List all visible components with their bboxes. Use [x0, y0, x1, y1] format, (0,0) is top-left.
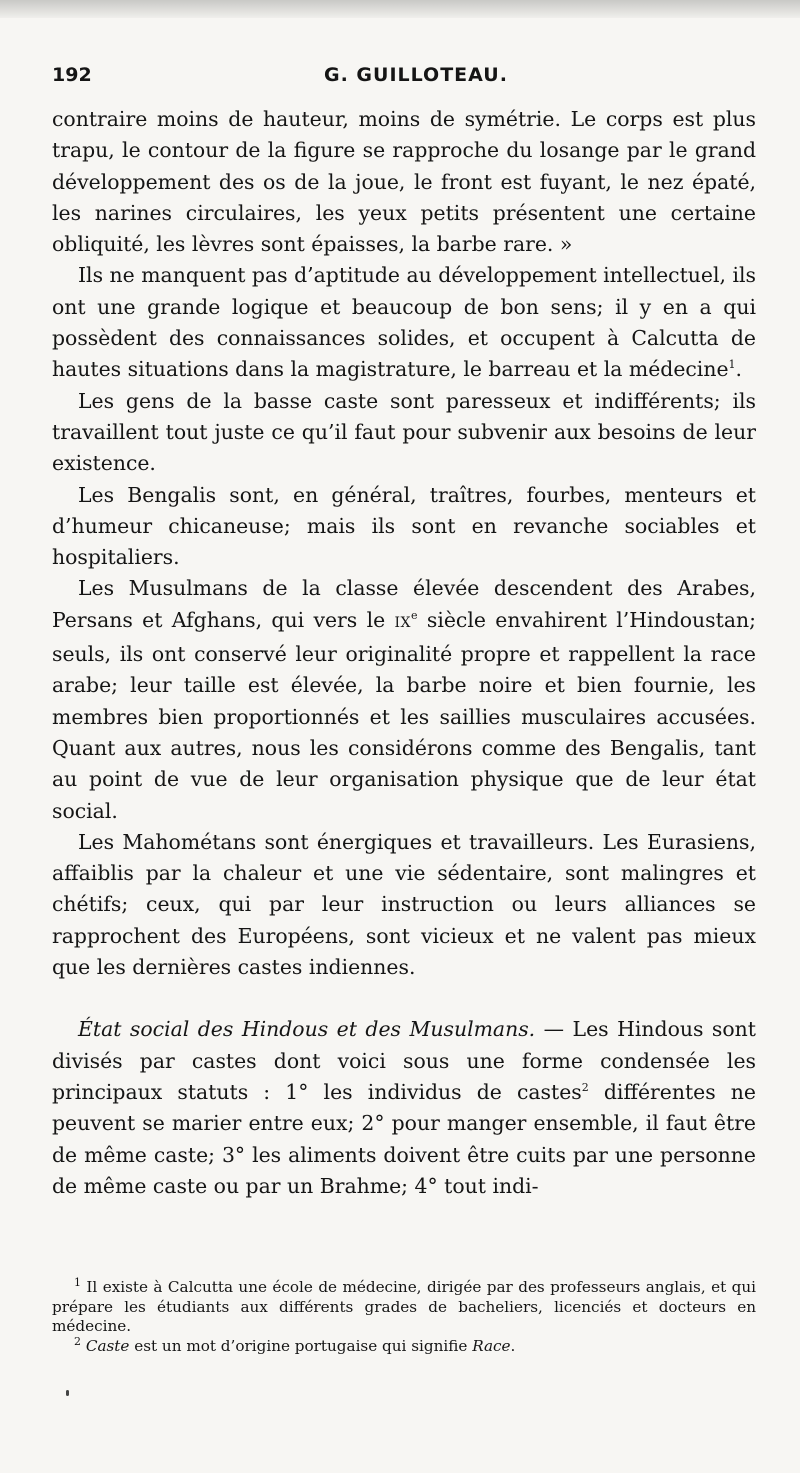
footnote-text: Il existe à Calcutta une école de médecine, dirigée par des professeurs anglais, et qui prépare les étudiants aux différents grades de bacheliers, licenciés et docteurs en médecine.: [52, 1278, 756, 1336]
footnote-ref: 2: [581, 1081, 589, 1095]
scan-edge: [0, 0, 800, 18]
paragraph-text: Les gens de la basse caste sont paresseux et indifférents; ils travaillent tout juste ce qu’il faut pour subvenir aux besoins de leur existence.: [52, 388, 756, 476]
footnote-ref: 1: [728, 358, 736, 372]
paragraph-text: Les Bengalis sont, en général, traîtres, fourbes, menteurs et d’humeur chicaneuse; mais ils sont en revanche sociables et hospitaliers.: [52, 482, 756, 570]
footnote-text: est un mot d’origine portugaise qui signifie: [129, 1336, 473, 1355]
paragraph-text: siècle envahirent l’Hindoustan; seuls, ils ont conservé leur originalité propre et rappellent la race arabe; leur taille est élevée, la barbe noire et bien fournie, les membres bien proportionnés et les saillies musculaires accusées. Quant aux autres, nous les considérons comme des Bengalis, tant au point de vue de leur organisation physique que de leur état social.: [52, 607, 756, 823]
section-heading: État social des Hindous et des Musulmans.: [78, 1017, 536, 1042]
punctuation: .: [735, 357, 743, 382]
running-head-author: G. GUILLOTEAU.: [324, 64, 508, 86]
paragraph-text: différentes ne peuvent se marier entre eux; 2° pour manger ensemble, il faut être de même caste; 3° les aliments doivent être cuits par une personne de même caste ou par un Brahme; 4° tout indi-: [52, 1079, 756, 1198]
footnotes: [52, 1275, 756, 1356]
footnote-1: [52, 1275, 756, 1337]
ink-speck: [66, 1390, 69, 1396]
paragraph-text: Les Mahométans sont énergiques et travailleurs. Les Eurasiens, affaiblis par la chaleur et une vie sédentaire, sont malingres et chétifs; ceux, qui par leur instruction ou leurs alliances se rapprochent des Européens, sont vicieux et ne valent pas mieux que les dernières castes indiennes.: [52, 829, 756, 980]
paragraph: [52, 573, 756, 826]
paragraph-text: — Les Hindous sont divisés par castes dont voici sous une forme condensée les principaux statuts : 1° les individus de castes: [52, 1017, 756, 1104]
paragraph: [52, 827, 756, 983]
footnote-marker: 1: [74, 1275, 81, 1289]
section-paragraph: [52, 1014, 756, 1202]
footnote-term: Race: [472, 1336, 511, 1355]
footnote-marker: 2: [74, 1334, 81, 1348]
footnote-term: Caste: [85, 1336, 130, 1355]
page-number: 192: [52, 64, 92, 86]
paragraph: [52, 260, 756, 385]
century-numeral: IX: [394, 614, 412, 631]
ordinal-suffix: e: [411, 608, 418, 622]
paragraph: [52, 386, 756, 480]
paragraph-text: Ils ne manquent pas d’aptitude au développement intellectuel, ils ont une grande logique et beaucoup de bon sens; il y en a qui possèdent des connaissances solides, et occupent à Calcutta de hautes situations dans la magistrature, le barreau et la médecine: [52, 263, 756, 382]
paragraph-text: contraire moins de hauteur, moins de symétrie. Le corps est plus trapu, le contour de la figure se rapproche du losange par le grand développement des os de la joue, le front est fuyant, le nez épaté, les narines circulaires, les yeux petits présentent une certaine obliquité, les lèvres sont épaisses, la barbe rare. »: [52, 107, 756, 257]
paragraph-continued: [52, 104, 756, 260]
paragraph-text: Les Musulmans de la classe élevée descendent des Arabes, Persans et Afghans, qui vers le: [52, 576, 756, 632]
paragraph: [52, 480, 756, 574]
running-head: [52, 64, 760, 94]
body-text: [52, 104, 756, 1202]
footnote-2: [52, 1334, 756, 1357]
punctuation: .: [510, 1336, 516, 1355]
